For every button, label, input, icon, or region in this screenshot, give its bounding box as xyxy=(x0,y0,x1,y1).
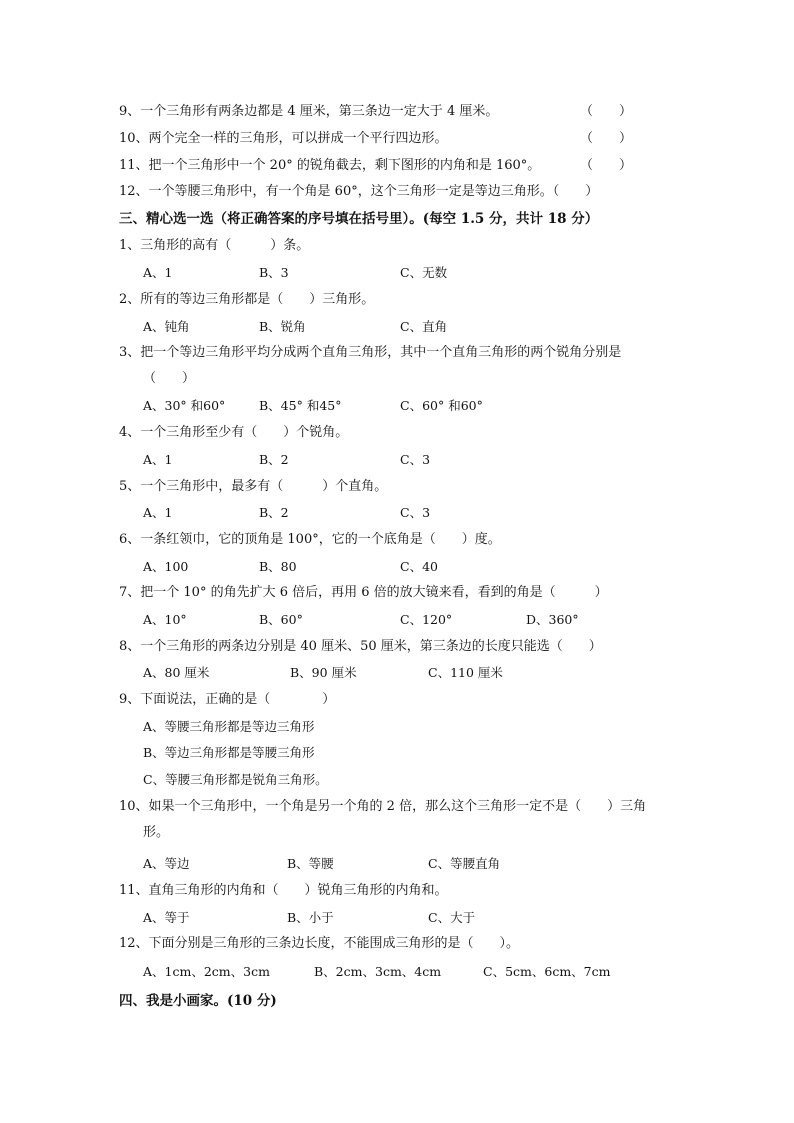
option-a[interactable]: A、钝角 xyxy=(143,319,190,334)
option-b[interactable]: B、45° 和45° xyxy=(259,398,342,413)
judge-text: 9、一个三角形有两条边都是 4 厘米，第三条边一定大于 4 厘米。 xyxy=(119,104,499,119)
option-b[interactable]: B、2cm、3cm、4cm xyxy=(314,964,442,979)
option-c[interactable]: C、等腰三角形都是锐角三角形。 xyxy=(143,772,328,787)
option-b[interactable]: B、锐角 xyxy=(259,319,306,334)
option-a[interactable]: A、10° xyxy=(143,612,187,627)
option-c[interactable]: C、3 xyxy=(400,505,431,520)
question-12: 12、下面分别是三角形的三条边长度，不能围成三角形的是（ ）。 xyxy=(119,936,520,951)
option-c[interactable]: C、5cm、6cm、7cm xyxy=(483,964,611,979)
option-c[interactable]: C、等腰直角 xyxy=(428,856,501,871)
question-9: 9、下面说法，正确的是（ ） xyxy=(119,692,336,707)
option-a[interactable]: A、等边 xyxy=(143,856,190,871)
question-11: 11、直角三角形的内角和（ ）锐角三角形的内角和。 xyxy=(119,883,448,898)
option-b[interactable]: B、60° xyxy=(259,612,303,627)
option-a[interactable]: A、1 xyxy=(143,452,173,467)
option-b[interactable]: B、等腰 xyxy=(287,856,334,871)
option-a[interactable]: A、80 厘米 xyxy=(143,665,210,680)
question-5: 5、一个三角形中，最多有（ ）个直角。 xyxy=(119,479,388,494)
answer-parentheses[interactable]: （ ） xyxy=(580,131,633,146)
answer-parentheses[interactable]: （ ） xyxy=(580,104,633,119)
question-6: 6、一条红领巾，它的顶角是 100°，它的一个底角是（ ）度。 xyxy=(119,532,501,547)
option-b[interactable]: B、2 xyxy=(259,505,289,520)
option-c[interactable]: C、3 xyxy=(400,452,431,467)
question-4: 4、一个三角形至少有（ ）个锐角。 xyxy=(119,425,349,440)
option-b[interactable]: B、90 厘米 xyxy=(290,665,357,680)
option-a[interactable]: A、30° 和60° xyxy=(143,398,226,413)
option-a[interactable]: A、100 xyxy=(143,559,189,574)
option-b[interactable]: B、2 xyxy=(259,452,289,467)
question-1: 1、三角形的高有（ ）条。 xyxy=(119,238,310,253)
judge-text: 10、两个完全一样的三角形，可以拼成一个平行四边形。 xyxy=(119,131,448,146)
question-8: 8、一个三角形的两条边分别是 40 厘米、50 厘米，第三条边的长度只能选（ ） xyxy=(119,639,602,654)
option-a[interactable]: A、等于 xyxy=(143,910,190,925)
option-c[interactable]: C、直角 xyxy=(400,319,448,334)
answer-parentheses[interactable]: （ ） xyxy=(580,158,633,173)
option-c[interactable]: C、40 xyxy=(400,559,438,574)
option-c[interactable]: C、110 厘米 xyxy=(428,665,503,680)
option-b[interactable]: B、3 xyxy=(259,265,289,280)
judge-item-11 xyxy=(119,158,540,174)
section-3-title: 三、精心选一选（将正确答案的序号填在括号里）。(每空 1.5 分，共计 18 分） xyxy=(119,211,599,227)
judge-item-9 xyxy=(119,104,498,120)
question-10-continuation: 形。 xyxy=(143,825,170,840)
question-7: 7、把一个 10° 的角先扩大 6 倍后，再用 6 倍的放大镜来看，看到的角是（ ） xyxy=(119,585,608,600)
option-c[interactable]: C、120° xyxy=(400,612,453,627)
option-a[interactable]: A、等腰三角形都是等边三角形 xyxy=(143,719,315,734)
judge-text: 11、把一个三角形中一个 20° 的锐角截去，剩下图形的内角和是 160°。 xyxy=(119,158,541,173)
judge-item-10 xyxy=(119,131,448,147)
option-b[interactable]: B、80 xyxy=(259,559,297,574)
option-b[interactable]: B、小于 xyxy=(287,910,334,925)
option-c[interactable]: C、大于 xyxy=(428,910,476,925)
question-10: 10、如果一个三角形中，一个角是另一个角的 2 倍，那么这个三角形一定不是（ ）三角 xyxy=(119,799,647,814)
option-a[interactable]: A、1 xyxy=(143,265,173,280)
option-a[interactable]: A、1 xyxy=(143,505,173,520)
option-d[interactable]: D、360° xyxy=(526,612,579,627)
option-c[interactable]: C、无数 xyxy=(400,265,448,280)
judge-text: 12、一个等腰三角形中，有一个角是 60°，这个三角形一定是等边三角形。（ ） xyxy=(119,184,599,199)
option-c[interactable]: C、60° 和60° xyxy=(400,398,483,413)
judge-item-12 xyxy=(119,184,598,200)
question-3-continuation: （ ） xyxy=(143,371,196,386)
option-b[interactable]: B、等边三角形都是等腰三角形 xyxy=(143,745,315,760)
question-2: 2、所有的等边三角形都是（ ）三角形。 xyxy=(119,292,375,307)
section-4-title: 四、我是小画家。(10 分) xyxy=(119,993,277,1009)
option-a[interactable]: A、1cm、2cm、3cm xyxy=(143,964,270,979)
question-3: 3、把一个等边三角形平均分成两个直角三角形，其中一个直角三角形的两个锐角分别是 xyxy=(119,345,622,360)
